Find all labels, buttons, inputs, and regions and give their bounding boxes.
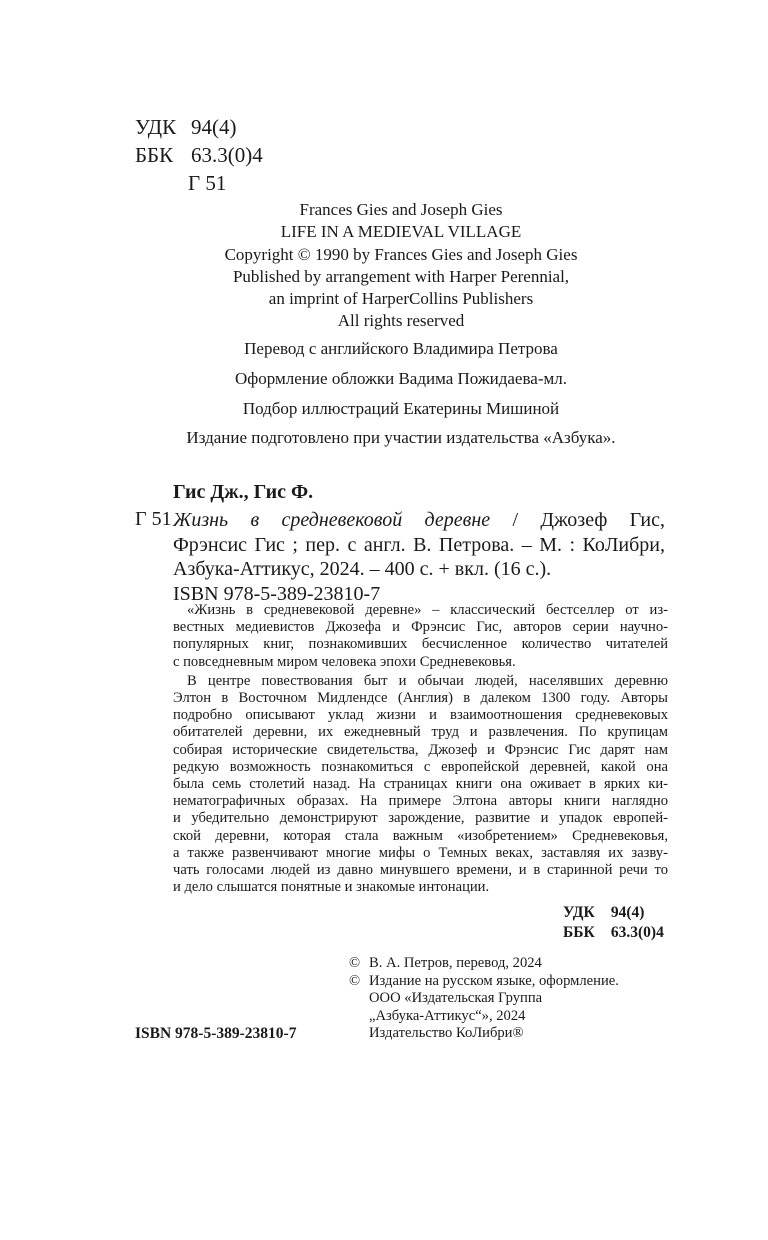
annotation-line: В центре повествования быт и обычаи людей, населявших деревню: [187, 672, 668, 689]
author-sign: Г 51: [188, 171, 227, 195]
imprint: an imprint of HarperCollins Publishers: [268, 289, 534, 309]
bottom-classification-codes: [563, 903, 664, 943]
isbn-bottom: ISBN 978-5-389-23810-7: [135, 1025, 297, 1042]
copyright-publisher-line: Издательство КоЛибри®: [369, 1025, 524, 1041]
udk-label-bottom: УДК: [563, 904, 595, 921]
copyright-en: Copyright © 1990 by Frances Gies and Joseph Gies: [224, 244, 578, 264]
annotation-paragraph-1: [173, 602, 668, 671]
bbk-label: ББК: [135, 143, 174, 167]
published-by: Published by arrangement with Harper Perennial,: [232, 266, 570, 286]
copyright-publisher-line: „Азбука-Аттикус“», 2024: [369, 1007, 526, 1024]
annotation-line: подробно описывают уклад жизни и взаимоотношения средневековых: [173, 707, 668, 724]
copyright-edition: Издание на русском языке, оформление.: [369, 972, 619, 989]
annotation-line: Элтон в Восточном Мидлендсе (Англия) в далеком 1300 году. Авторы: [173, 690, 668, 707]
annotation-line: собирая исторические свидетельства, Джозеф и Фрэнсис Гис дарят нам: [173, 741, 668, 758]
bib-line: Фрэнсис Гис ; пер. с англ. В. Петрова. – М. : КоЛибри,: [173, 533, 665, 556]
top-classification-codes: [135, 113, 263, 197]
copyright-translation: В. А. Петров, перевод, 2024: [369, 955, 542, 971]
copyright-block: [349, 955, 619, 1043]
copyright-icon: ©: [349, 972, 361, 989]
bbk-value: 63.3(0)4: [191, 143, 263, 167]
bib-line: Азбука-Аттикус, 2024. – 400 с. + вкл. (16 с.).: [173, 558, 552, 580]
annotation-line: и убедительно демонстрируют зарождение, развитие и упадок европей-: [173, 810, 668, 827]
bib-description: [173, 508, 665, 606]
bbk-label-bottom: ББК: [563, 924, 595, 941]
bib-isbn: ISBN 978-5-389-23810-7: [173, 582, 381, 605]
annotation-paragraph-2: [173, 673, 668, 897]
prepared-note: Издание подготовлено при участии издательства «Азбука».: [186, 428, 616, 447]
annotation-line: редкую возможность познакомиться с европейской деревней, какой она: [173, 758, 668, 775]
annotation-line: популярных книг, познакомивших бесчисленное количество читателей: [173, 636, 668, 653]
annotation-line: вестных медиевистов Джозефа и Фрэнсис Гис, авторов серии научно-: [173, 619, 668, 636]
annotation-line: нематографичных образах. На примере Элтона авторы книги наглядно: [173, 793, 668, 810]
annotation-line: чать голосами людей из давно минувшего времени, и в старинной речи то: [173, 862, 668, 879]
annotation-line: и дело слышатся понятные и знакомые интонации.: [173, 879, 490, 896]
bbk-value-bottom: 63.3(0)4: [610, 924, 664, 941]
annotation-line: а также развенчивают многие мифы о Темных веках, заставляя их зазву-: [173, 844, 668, 861]
udk-value: 94(4): [191, 115, 237, 139]
udk-label: УДК: [135, 115, 177, 139]
copyright-publisher-line: ООО «Издательская Группа: [369, 990, 543, 1006]
annotation-line: была семь столетий назад. На страницах книги она оживает в ярких ки-: [173, 776, 668, 793]
title-en: LIFE IN A MEDIEVAL VILLAGE: [280, 222, 522, 242]
copyright-icon: ©: [349, 955, 361, 971]
rights: All rights reserved: [337, 311, 465, 331]
annotation-line: с повседневным миром человека эпохи Средневековья.: [173, 653, 516, 670]
bib-code: Г 51: [135, 508, 172, 530]
bib-title: Жизнь в средневековой деревне: [173, 509, 491, 531]
original-edition-credits: [134, 199, 668, 333]
annotation-line: ской деревни, которая стала важным «изобретением» Средневековья,: [173, 827, 668, 844]
udk-value-bottom: 94(4): [610, 904, 645, 921]
cover-design-credit: Оформление обложки Вадима Пожидаева-мл.: [235, 369, 567, 388]
illustrations-credit: Подбор иллюстраций Екатерины Мишиной: [242, 399, 560, 418]
annotation-line: обитателей деревни, их ежедневный труд и развлечения. По крупицам: [173, 724, 668, 741]
authors-en: Frances Gies and Joseph Gies: [299, 200, 503, 219]
annotation-line: «Жизнь в средневековой деревне» – классический бестселлер от из-: [187, 602, 668, 618]
bib-line: [173, 508, 665, 533]
annotation: [173, 602, 668, 896]
translator-credit: Перевод с английского Владимира Петрова: [244, 339, 558, 358]
bib-author-heading: Гис Дж., Гис Ф.: [173, 481, 314, 503]
bib-line1-rest: / Джозеф Гис,: [490, 509, 665, 531]
